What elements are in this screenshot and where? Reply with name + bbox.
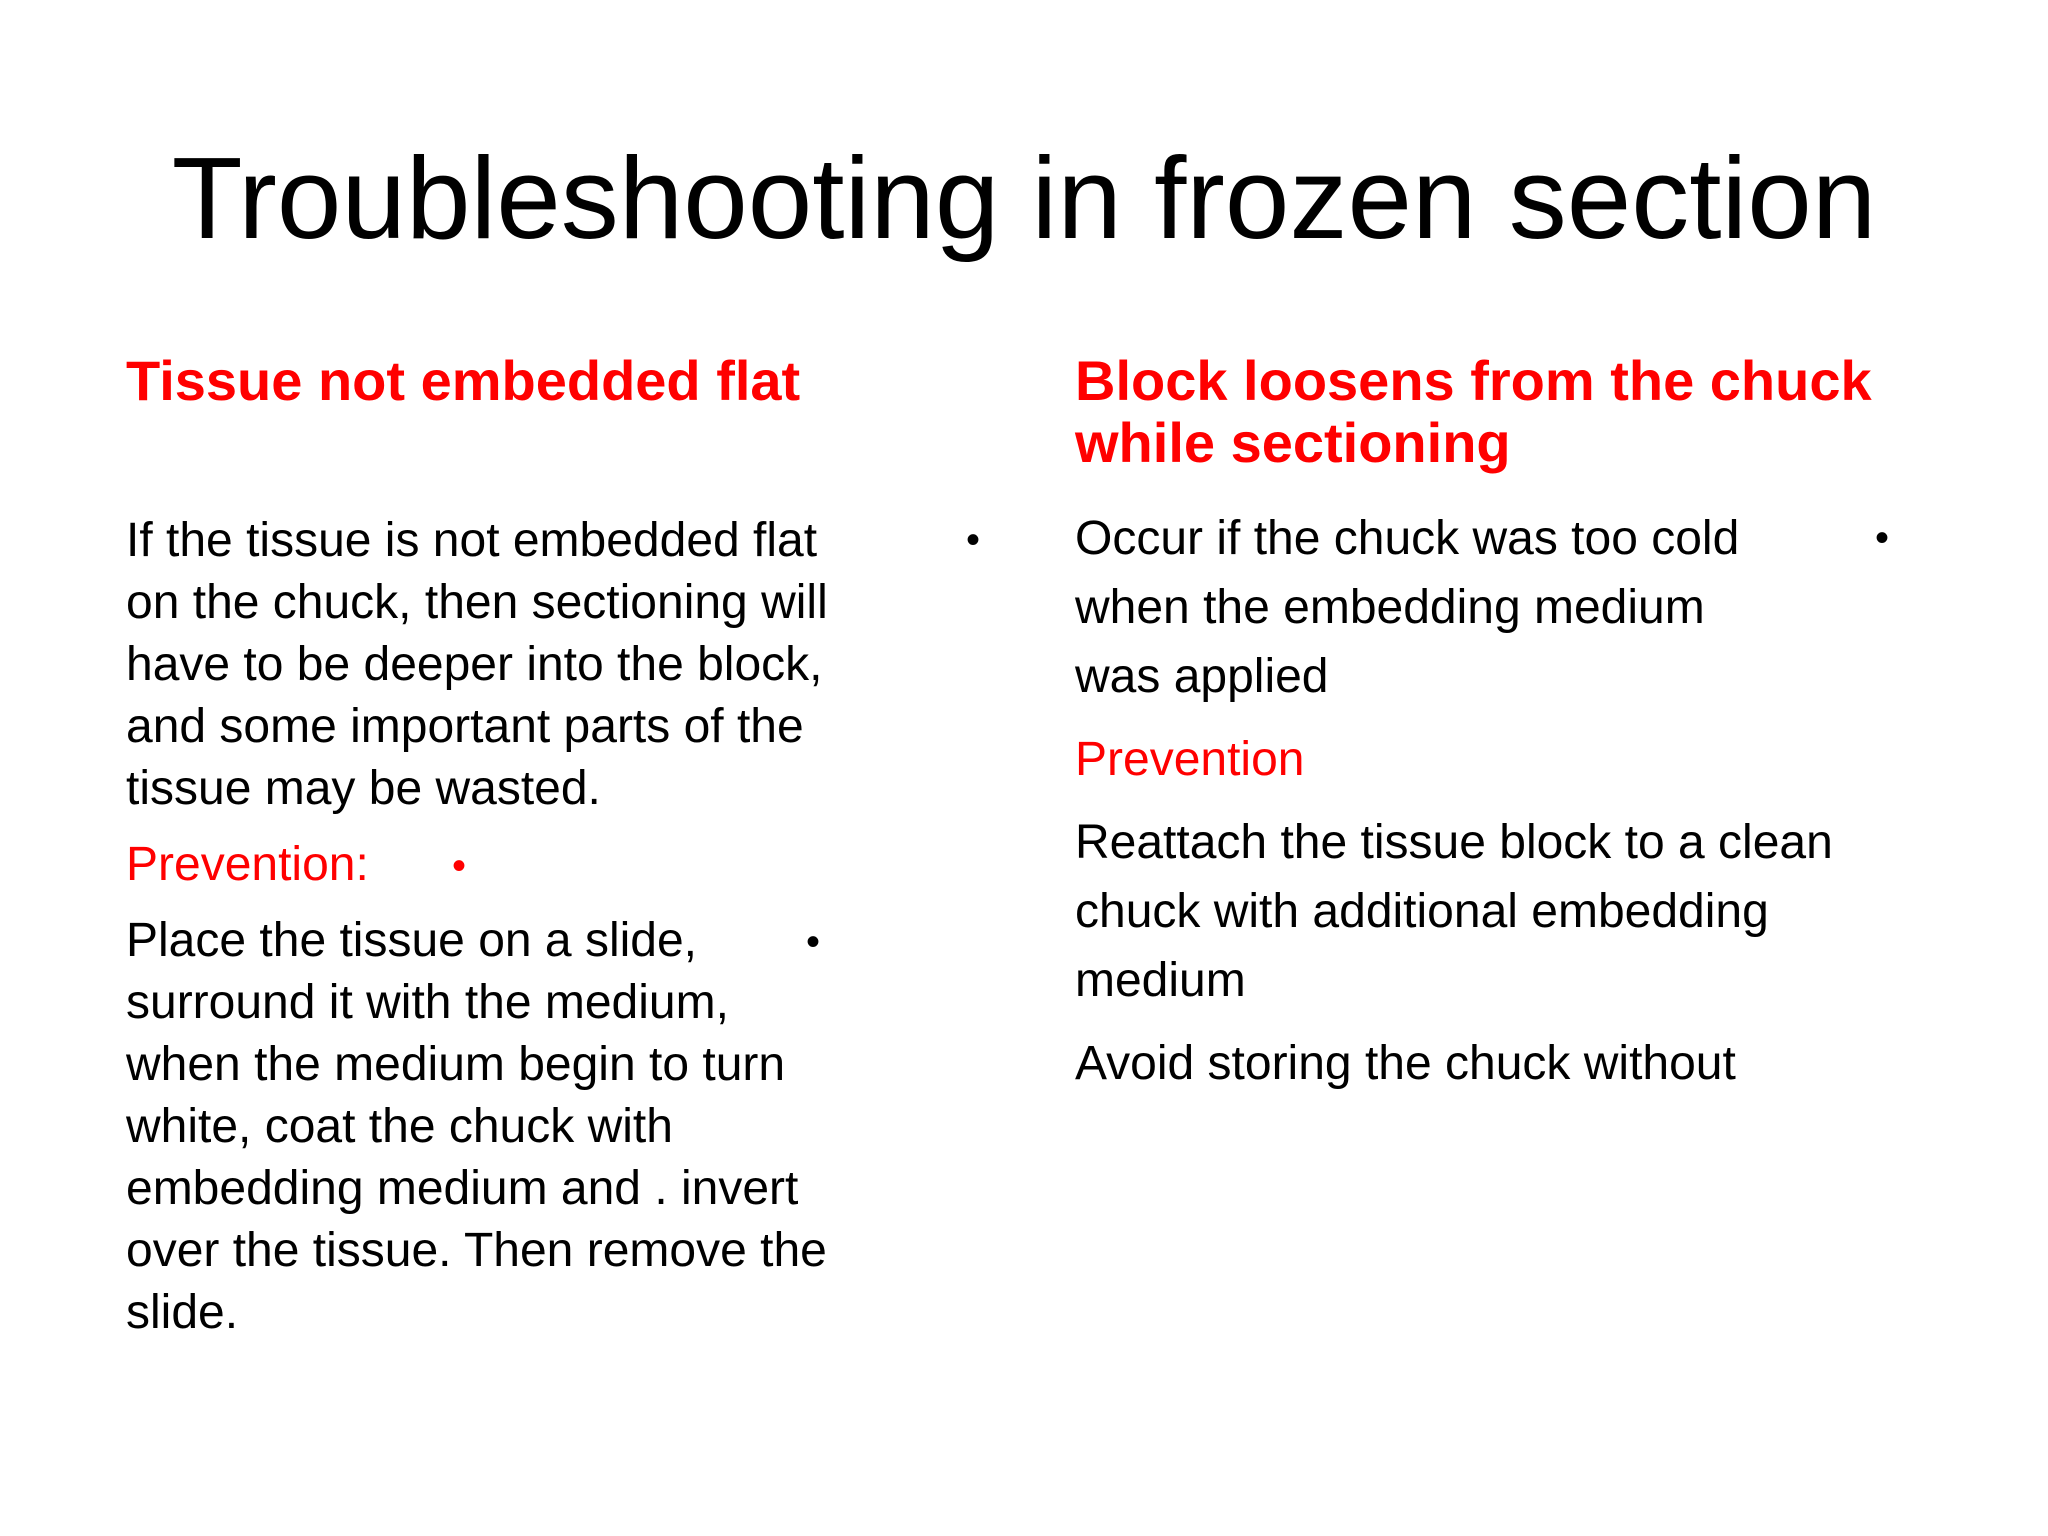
left-solution-text xyxy=(126,910,946,1344)
left-solution-line: Place the tissue on a slide, xyxy=(126,914,698,967)
left-problem-line: If the tissue is not embedded flat xyxy=(126,514,818,567)
right-problem-line: when the embedding medium xyxy=(1075,581,1705,634)
right-heading xyxy=(1075,350,1925,474)
left-problem-text xyxy=(126,510,981,820)
left-solution-line: slide. xyxy=(126,1286,239,1339)
left-solution-line: over the tissue. Then remove the xyxy=(126,1224,827,1277)
right-problem-line: was applied xyxy=(1075,650,1329,703)
right-problem-line: Occur if the chuck was too cold xyxy=(1075,512,1740,565)
right-solution-line: medium xyxy=(1075,954,1246,1007)
right-problem-text xyxy=(1075,504,1925,711)
bullet-icon: • xyxy=(806,920,821,964)
left-heading: Tissue not embedded flat xyxy=(126,349,801,412)
left-column xyxy=(126,349,981,1344)
left-solution-line: embedding medium and . invert xyxy=(126,1162,799,1215)
left-problem-line: on the chuck, then sectioning will xyxy=(126,576,828,629)
left-solution-line: white, coat the chuck with xyxy=(126,1100,673,1153)
bullet-icon: • xyxy=(452,844,467,888)
right-prevention-label: Prevention xyxy=(1075,733,1305,786)
left-prevention-label: Prevention: xyxy=(126,838,369,891)
bullet-icon: • xyxy=(966,518,981,562)
left-prevention-row xyxy=(126,834,946,896)
left-solution-line: surround it with the medium, xyxy=(126,976,729,1029)
right-heading-line: while sectioning xyxy=(1075,411,1511,474)
right-solution-text xyxy=(1075,808,1925,1015)
right-column xyxy=(1075,350,1925,1098)
right-solution-line: chuck with additional embedding xyxy=(1075,885,1769,938)
slide-title: Troubleshooting in frozen section xyxy=(171,133,1877,263)
bullet-icon: • xyxy=(1875,516,1890,560)
left-problem-line: have to be deeper into the block, xyxy=(126,638,823,691)
left-problem-line: and some important parts of the xyxy=(126,700,804,753)
right-extra-line: Avoid storing the chuck without xyxy=(1075,1037,1736,1090)
right-solution-line: Reattach the tissue block to a clean xyxy=(1075,816,1833,869)
left-problem-line: tissue may be wasted. xyxy=(126,762,601,815)
right-heading-line: Block loosens from the chuck xyxy=(1075,349,1872,412)
left-solution-line: when the medium begin to turn xyxy=(126,1038,786,1091)
